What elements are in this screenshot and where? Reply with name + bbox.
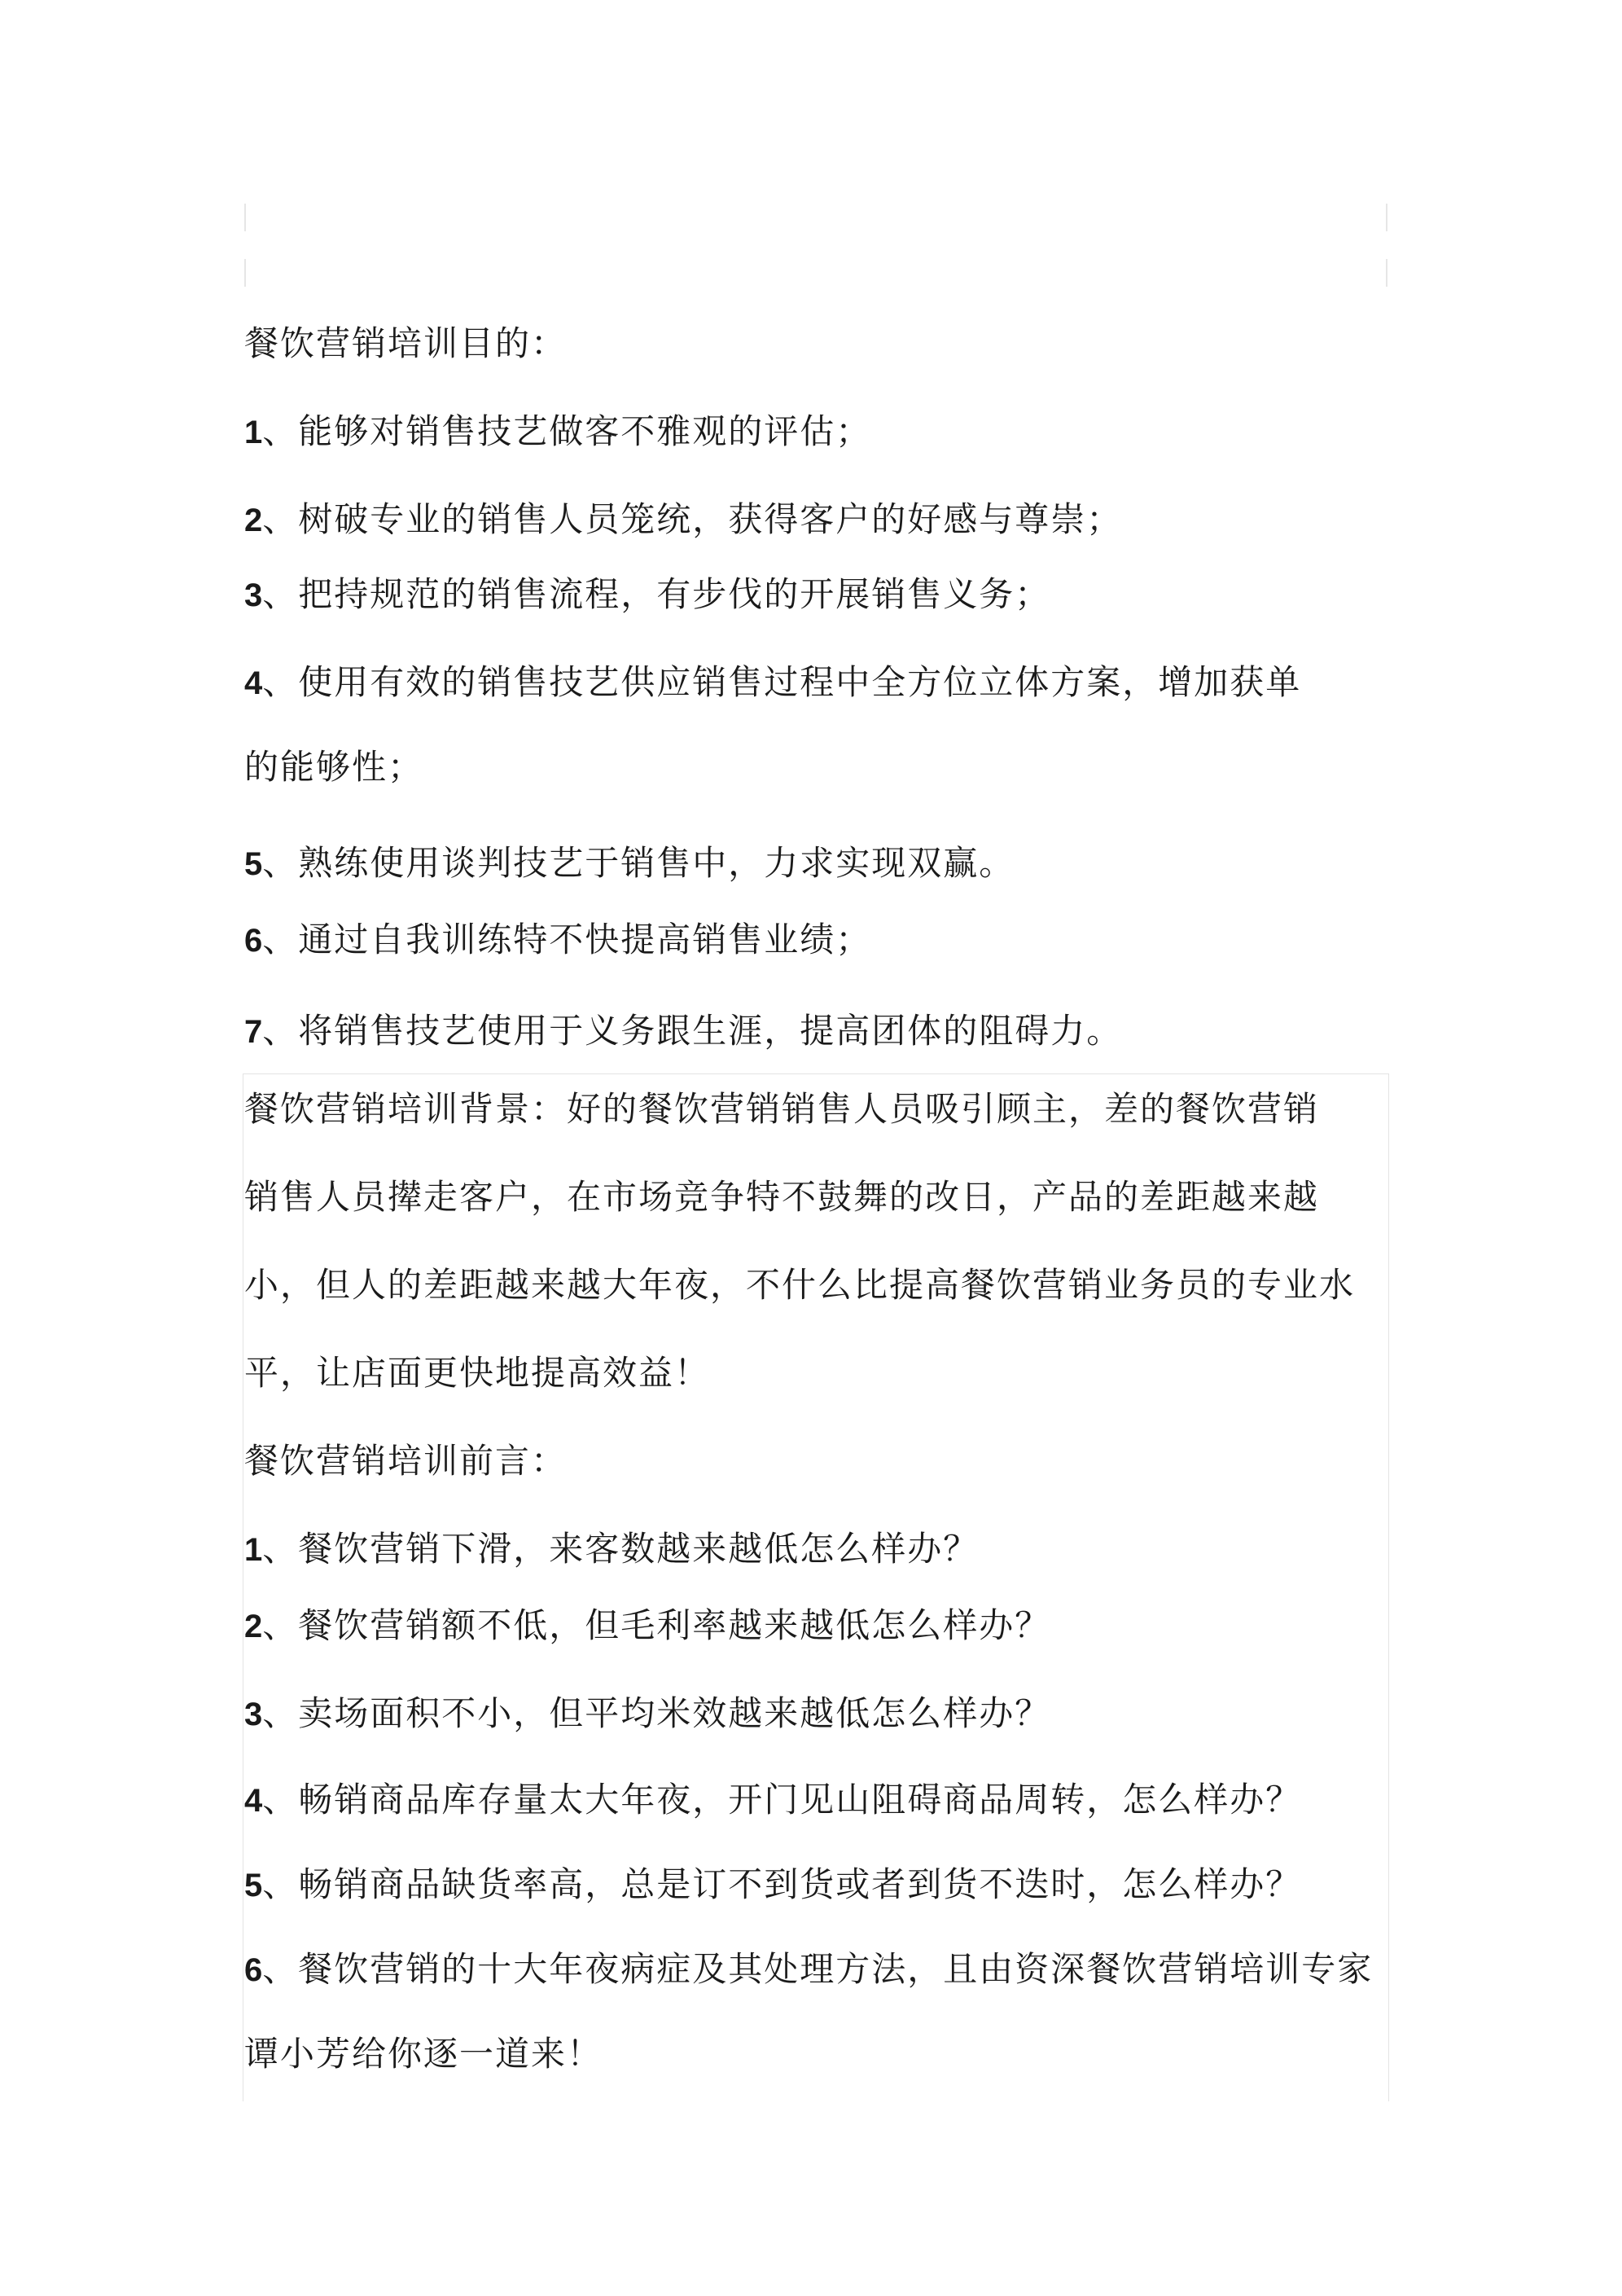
section1-item-3	[244, 570, 1050, 620]
section3-item-3	[244, 1689, 1050, 1739]
item-number: 7	[244, 1014, 263, 1050]
page-corner-mark-right	[1386, 204, 1387, 231]
section1-item-4	[244, 658, 1301, 708]
section1-item-7	[244, 1007, 1122, 1056]
page-corner-mark-left	[244, 204, 246, 231]
section1-item-2	[244, 495, 1122, 545]
item-number: 6	[244, 1952, 263, 1988]
page-corner-mark-right-lower	[1386, 259, 1387, 287]
section1-item-4-continuation: 的能够性；	[244, 747, 424, 787]
item-text: 、能够对销售技艺做客不雅观的评估；	[262, 411, 872, 451]
item-text: 、通过自我训练特不快提高销售业绩；	[262, 920, 872, 959]
section3-item-6-continuation: 谭小芳给你逐一道来！	[244, 2034, 603, 2074]
item-number: 3	[244, 577, 263, 613]
item-text: 、树破专业的销售人员笼统，获得客户的好感与尊崇；	[262, 499, 1123, 539]
item-number: 2	[244, 503, 263, 538]
page-corner-mark-left-lower	[244, 259, 246, 287]
item-text: 、畅销商品缺货率高，总是订不到货或者到货不迭时，怎么样办？	[262, 1864, 1302, 1904]
item-text: 、熟练使用谈判技艺于销售中，力求实现双赢。	[262, 843, 1015, 883]
item-number: 1	[244, 415, 263, 450]
background-line-3: 小，但人的差距越来越大年夜，不什么比提高餐饮营销业务员的专业水	[244, 1265, 1356, 1305]
background-line-2: 销售人员撵走客户，在市场竞争特不鼓舞的改日，产品的差距越来越	[244, 1177, 1320, 1217]
item-number: 3	[244, 1697, 263, 1732]
item-text: 、卖场面积不小，但平均米效越来越低怎么样办？	[262, 1693, 1051, 1733]
item-number: 5	[244, 846, 263, 882]
section3-item-6	[244, 1945, 1373, 1995]
item-text: 、畅销商品库存量太大年夜，开门见山阻碍商品周转，怎么样办？	[262, 1780, 1302, 1820]
section3-item-1	[244, 1525, 979, 1574]
section1-item-6	[244, 915, 871, 965]
section1-heading: 餐饮营销培训目的：	[244, 323, 568, 363]
item-text: 、餐饮营销下滑，来客数越来越低怎么样办？	[262, 1529, 980, 1569]
item-text: 、把持规范的销售流程，有步伐的开展销售义务；	[262, 574, 1051, 614]
section3-heading: 餐饮营销培训前言：	[244, 1441, 568, 1481]
item-number: 4	[244, 1783, 263, 1819]
section1-item-5	[244, 839, 1015, 889]
section1-item-1	[244, 407, 871, 457]
section3-item-2	[244, 1601, 1050, 1651]
item-text: 、餐饮营销额不低，但毛利率越来越低怎么样办？	[262, 1605, 1051, 1645]
item-number: 6	[244, 923, 263, 959]
section3-item-5	[244, 1860, 1301, 1910]
item-number: 1	[244, 1532, 263, 1568]
item-number: 5	[244, 1868, 263, 1903]
background-line-1: 餐饮营销培训背景：好的餐饮营销销售人员吸引顾主，差的餐饮营销	[244, 1089, 1320, 1129]
item-text: 、将销售技艺使用于义务跟生涯，提高团体的阻碍力。	[262, 1011, 1123, 1051]
item-text: 、餐饮营销的十大年夜病症及其处理方法，且由资深餐饮营销培训专家	[262, 1949, 1374, 1989]
background-line-4: 平，让店面更快地提高效益！	[244, 1353, 711, 1393]
section3-item-4	[244, 1776, 1301, 1825]
item-number: 4	[244, 665, 263, 701]
item-text: 、使用有效的销售技艺供应销售过程中全方位立体方案，增加获单	[262, 662, 1302, 702]
item-number: 2	[244, 1609, 263, 1644]
